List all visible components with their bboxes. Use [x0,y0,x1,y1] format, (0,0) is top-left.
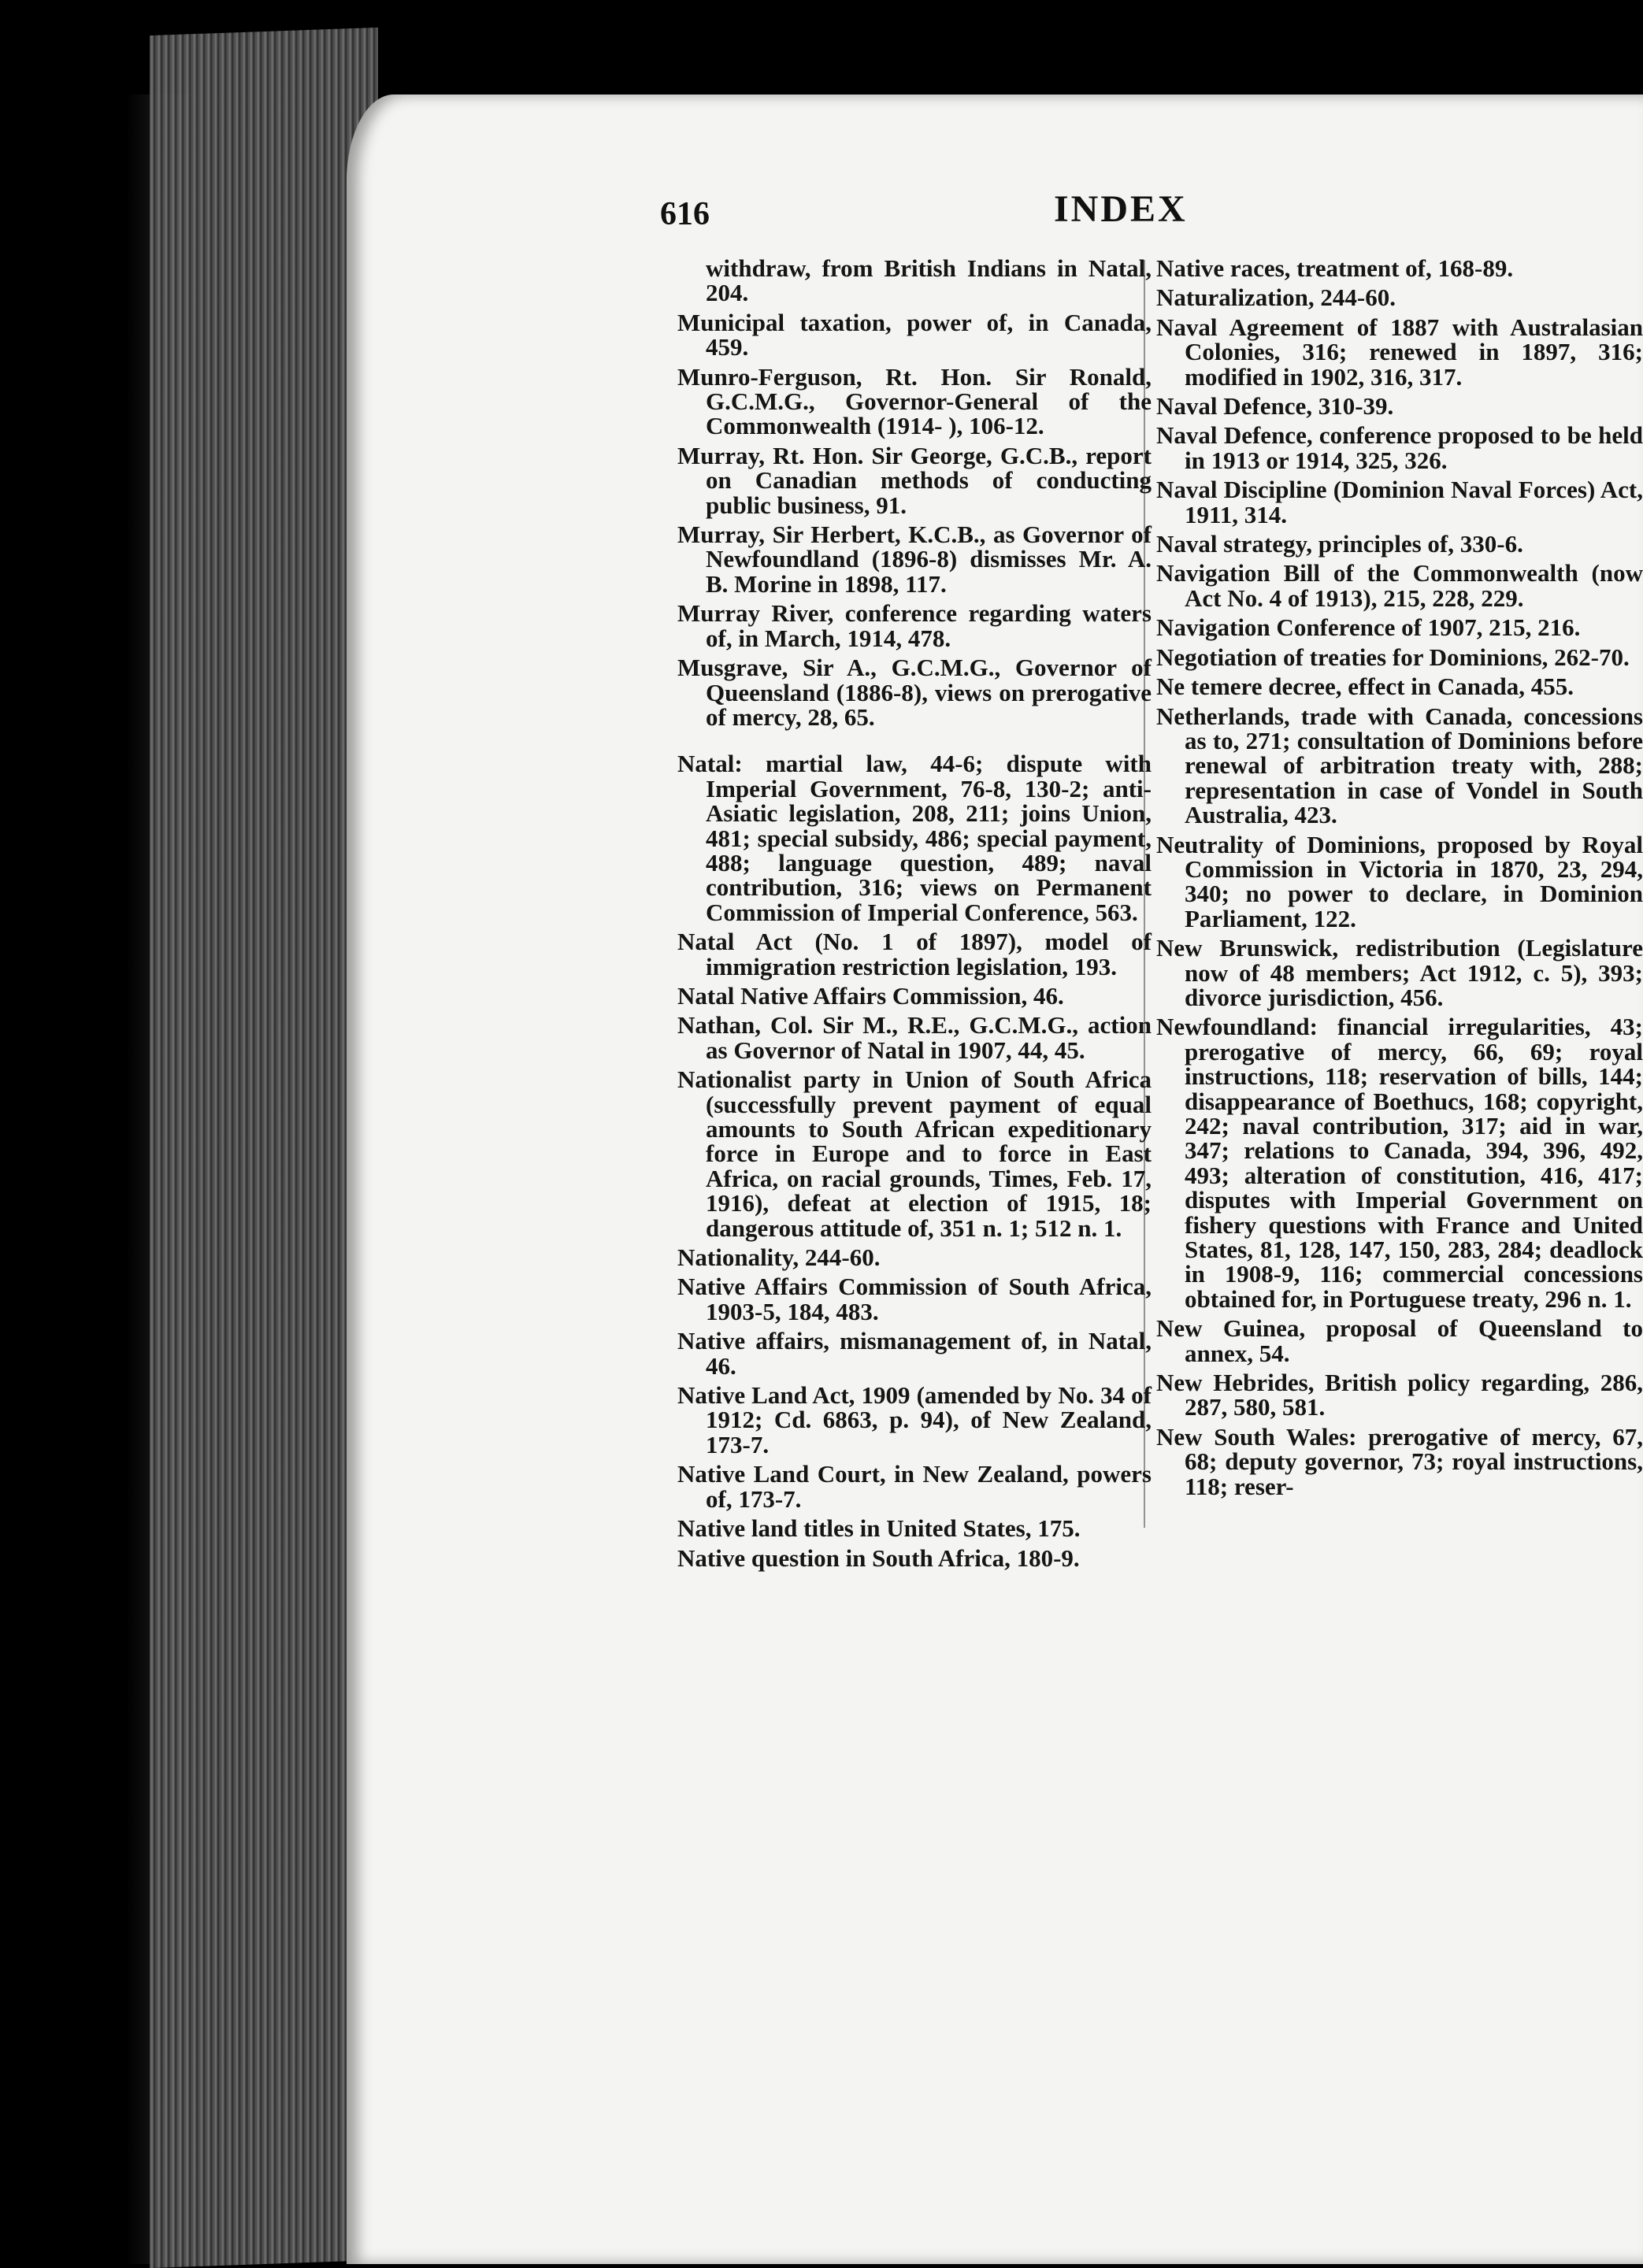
index-entry: Munro-Ferguson, Rt. Hon. Sir Ronald, G.C.M.G., Governor-General of the Commonwealth (1914- ), 106-12. [677,362,1152,440]
index-entry: Natal Native Affairs Commission, 46. [677,981,1064,1010]
index-entry: Naval Defence, 310-39. [1156,392,1394,421]
index-entry: Native races, treatment of, 168-89. [1156,254,1514,282]
index-entry: Nationality, 244-60. [677,1243,881,1272]
index-entry: Neutrality of Dominions, proposed by Royal Commission in Victoria in 1870, 23, 294, 340; no power to declare, in Dominion Parliament, 122. [1156,830,1643,932]
index-entry: withdraw, from British Indians in Natal, 204. [706,254,1152,307]
index-entry: Naval Defence, conference proposed to be held in 1913 or 1914, 325, 326. [1156,421,1643,474]
index-entry: Ne temere decree, effect in Canada, 455. [1156,673,1574,701]
index-entry: Native land titles in United States, 175. [677,1514,1081,1543]
page-title: INDEX [1054,188,1188,230]
index-entry: Naval Discipline (Dominion Naval Forces) Act, 1911, 314. [1156,476,1643,528]
index-entry: Natal: martial law, 44-6; dispute with Imperial Government, 76-8, 130-2; anti-Asiatic legislation, 208, 211; joins Union, 481; special subsidy, 486; special payment, 488; language question, 489; naval contribution, 316; views on Permanent Commission of Imperial Conference, 563. [677,750,1152,926]
index-entry: New Guinea, proposal of Queensland to annex, 54. [1156,1314,1643,1367]
index-entry: Navigation Conference of 1907, 215, 216. [1156,613,1581,642]
index-entry: Negotiation of treaties for Dominions, 262-70. [1156,643,1630,671]
index-entry: Musgrave, Sir A., G.C.M.G., Governor of Queensland (1886-8), views on prerogative of mercy, 28, 65. [677,654,1152,731]
page-number: 616 [660,196,710,232]
index-entry: Native affairs, mismanagement of, in Natal, 46. [677,1327,1152,1380]
index-entry: Native Affairs Commission of South Africa, 1903-5, 184, 483. [677,1273,1152,1325]
index-entry: Newfoundland: financial irregularities, 43; prerogative of mercy, 66, 69; royal instructions, 118; reservation of bills, 144; disappearance of Boethucs, 168; copyright, 242; naval contribution, 317; aid in war, 347; relations to Canada, 394, 396, 492, 493; alteration of constitution, 416, 417; disputes with Imperial Government on fishery questions with France and United States, 81, 128, 147, 150, 283, 284; deadlock in 1908-9, 116; commercial concessions obtained for, in Portuguese treaty, 296 n. 1. [1156,1013,1643,1313]
index-entry: Murray, Sir Herbert, K.C.B., as Governor of Newfoundland (1896-8) dismisses Mr. A. B. Morine in 1898, 117. [677,521,1152,598]
index-entry: New Brunswick, redistribution (Legislature now of 48 members; Act 1912, c. 5), 393; divorce jurisdiction, 456. [1156,934,1643,1011]
index-entry: Navigation Bill of the Commonwealth (now Act No. 4 of 1913), 215, 228, 229. [1156,559,1643,612]
index-entry: New Hebrides, British policy regarding, 286, 287, 580, 581. [1156,1369,1643,1421]
index-entry: Municipal taxation, power of, in Canada, 459. [677,308,1152,361]
index-entry: Naval Agreement of 1887 with Australasian Colonies, 316; renewed in 1897, 316; modified in 1902, 316, 317. [1156,313,1643,391]
index-entry: Naval strategy, principles of, 330-6. [1156,530,1523,558]
index-entry: Native Land Court, in New Zealand, powers of, 173-7. [677,1460,1152,1513]
index-column-right [1156,256,1643,1503]
index-entry: New South Wales: prerogative of mercy, 67, 68; deputy governor, 73; royal instructions, 118; reser- [1156,1422,1643,1500]
index-entry: Murray, Rt. Hon. Sir George, G.C.B., report on Canadian methods of conducting public business, 91. [677,441,1152,519]
index-entry: Netherlands, trade with Canada, concessions as to, 271; consultation of Dominions before renewal of arbitration treaty with, 288; representation in case of Vondel in South Australia, 423. [1156,702,1643,829]
book-page [347,94,1643,2264]
index-entry: Native question in South Africa, 180-9. [677,1544,1080,1572]
index-entry: Nathan, Col. Sir M., R.E., G.C.M.G., action as Governor of Natal in 1907, 44, 45. [677,1011,1152,1064]
index-entry: Native Land Act, 1909 (amended by No. 34 of 1912; Cd. 6863, p. 94), of New Zealand, 173-7. [677,1381,1152,1458]
index-entry: Natal Act (No. 1 of 1897), model of immigration restriction legislation, 193. [677,928,1152,980]
page-edges [150,28,378,2268]
index-column-left [677,256,1152,1575]
index-entry: Murray River, conference regarding waters of, in March, 1914, 478. [677,599,1152,652]
index-entry: Nationalist party in Union of South Africa (successfully prevent payment of equal amounts to South African expeditionary force in Europe and to force in East Africa, on racial grounds, Times, Feb. 17, 1916), defeat at election of 1915, 18; dangerous attitude of, 351 n. 1; 512 n. 1. [677,1065,1152,1242]
index-entry: Naturalization, 244-60. [1156,284,1396,312]
